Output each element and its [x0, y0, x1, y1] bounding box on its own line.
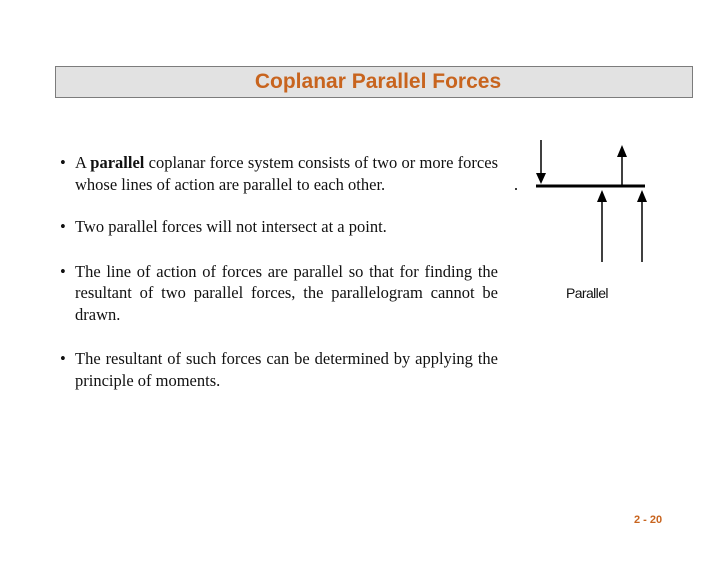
bullet-item — [60, 216, 498, 238]
diagram-label: Parallel — [566, 285, 608, 301]
bullet-list — [60, 152, 498, 412]
up-arrow-icon — [637, 190, 647, 262]
bullet-text: The resultant of such forces can be determined by applying the principle of moments. — [75, 349, 498, 390]
bullet-item — [60, 152, 498, 195]
dot-mark — [515, 188, 517, 190]
page-number: 2 - 20 — [634, 514, 663, 526]
parallel-forces-diagram — [500, 130, 660, 280]
bullet-keyword: parallel — [90, 153, 145, 172]
bullet-item — [60, 348, 498, 391]
bullet-text: The line of action of forces are parallel so that for finding the resultant of two parallel forces, the parallelogram cannot be drawn. — [75, 261, 498, 324]
bullet-text-after: coplanar force system consists of two or more forces whose lines of action are parallel to each other. — [75, 153, 498, 194]
bullet-marker: • — [60, 261, 66, 281]
bullet-text: Two parallel forces will not intersect at a point. — [75, 217, 387, 236]
bullet-text-before: A — [75, 153, 91, 172]
down-arrow-icon — [536, 140, 546, 184]
up-arrow-icon — [597, 190, 607, 262]
bullet-marker: • — [60, 349, 66, 368]
up-arrow-icon — [617, 145, 627, 186]
bullet-marker: • — [60, 217, 66, 236]
bullet-item — [60, 261, 498, 326]
slide-title: Coplanar Parallel Forces — [254, 70, 502, 93]
bullet-marker: • — [60, 153, 66, 172]
slide-title-bar — [55, 66, 693, 98]
